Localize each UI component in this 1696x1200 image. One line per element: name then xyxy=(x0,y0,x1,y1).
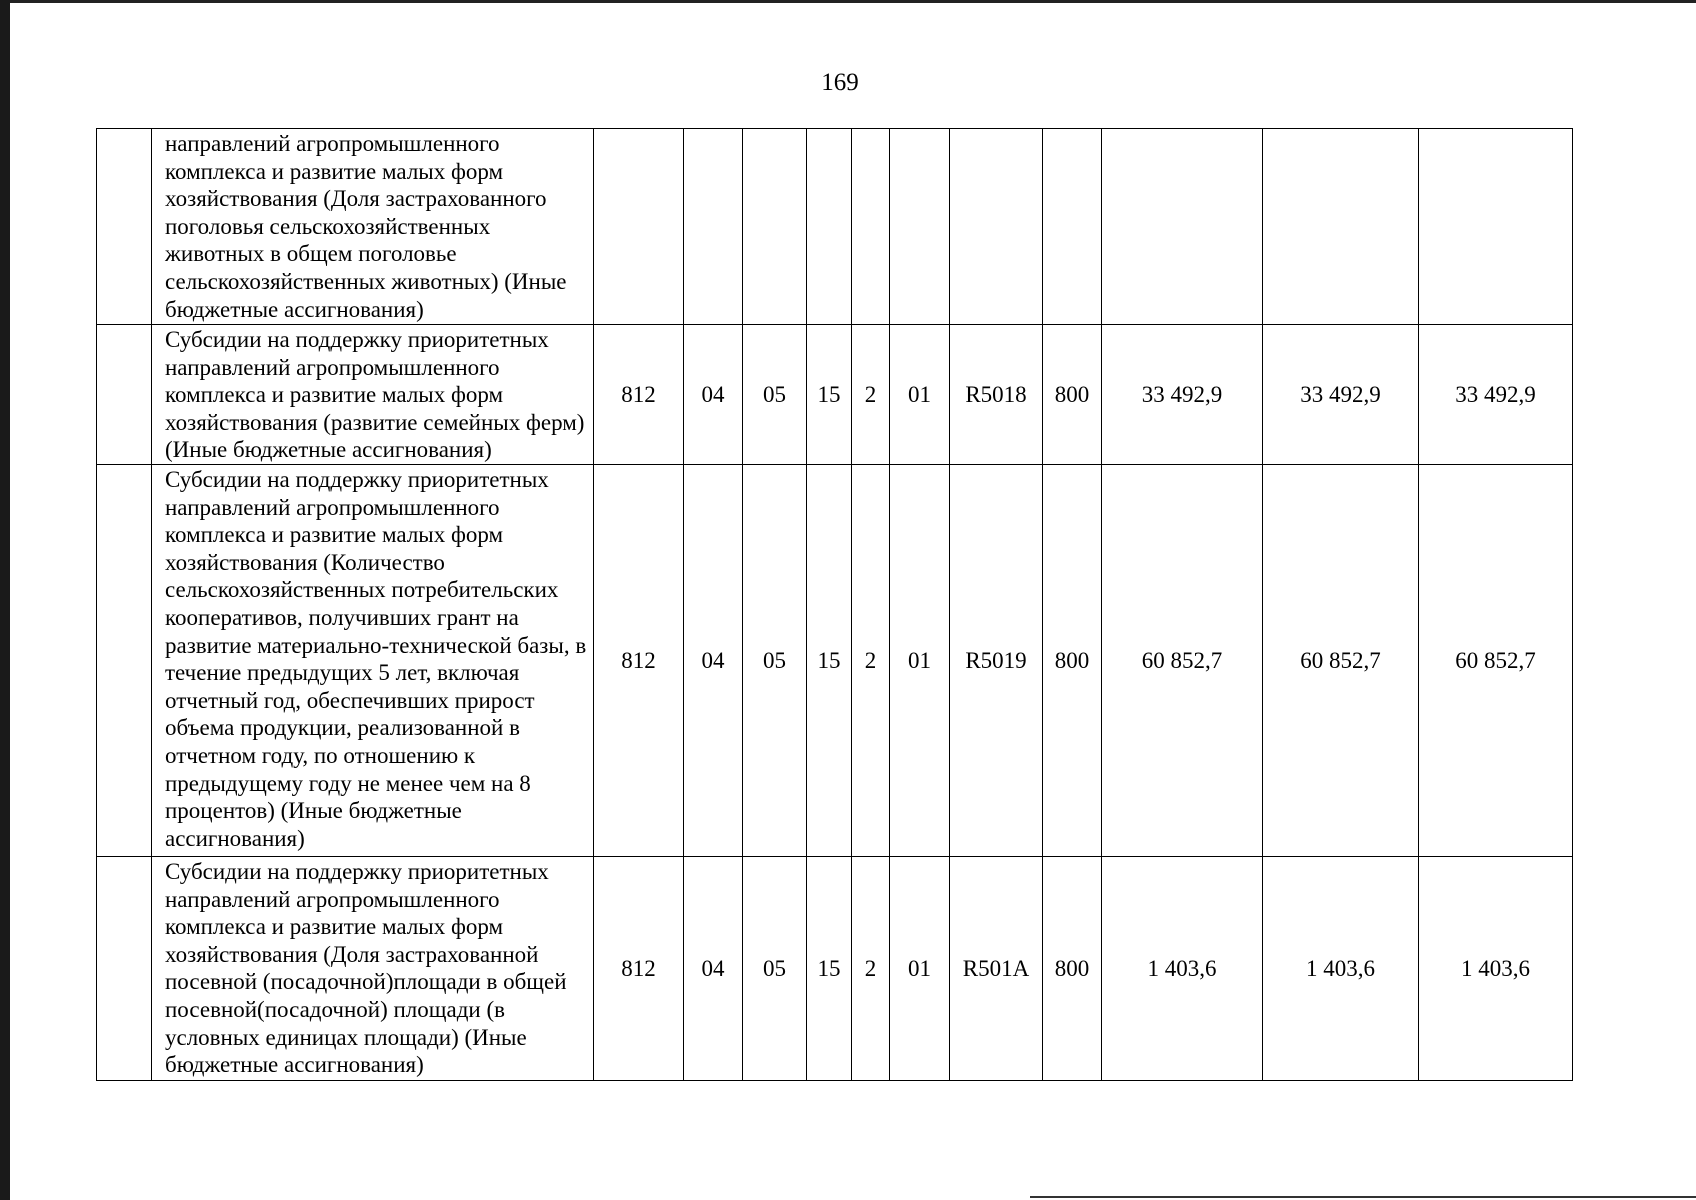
program-code-cell: 15 xyxy=(807,465,852,857)
main-activity-code-cell: 01 xyxy=(890,465,950,857)
budget-table xyxy=(96,128,1573,1081)
amount-year1-cell xyxy=(1102,129,1263,325)
row-number-cell xyxy=(97,129,152,325)
description-cell: Субсидии на поддержку приоритетных направлений агропромышленного комплекса и развитие малых форм хозяйствования (Доля застрахованной посевной (посадочной)площади в общей посевной(посадочной) площади (в условных единицах площади) (Иные бюджетные ассигнования) xyxy=(152,857,594,1081)
table-row xyxy=(97,129,1573,325)
main-activity-code-cell: 01 xyxy=(890,857,950,1081)
section-code-cell: 04 xyxy=(684,857,743,1081)
description-cell: Субсидии на поддержку приоритетных направлений агропромышленного комплекса и развитие малых форм хозяйствования (развитие семейных ферм) (Иные бюджетные ассигнования) xyxy=(152,325,594,465)
row-number-cell xyxy=(97,325,152,465)
amount-year2-cell xyxy=(1263,129,1419,325)
section-code-cell: 04 xyxy=(684,465,743,857)
program-code-cell: 15 xyxy=(807,325,852,465)
amount-year1-cell: 33 492,9 xyxy=(1102,325,1263,465)
scan-border-left xyxy=(0,0,10,1200)
direction-code-cell: R5019 xyxy=(950,465,1043,857)
scan-border-top xyxy=(0,0,1696,3)
amount-year3-cell xyxy=(1419,129,1573,325)
subsection-code-cell xyxy=(743,129,807,325)
expense-type-cell: 800 xyxy=(1043,325,1102,465)
amount-year3-cell: 1 403,6 xyxy=(1419,857,1573,1081)
page-number: 169 xyxy=(821,69,859,96)
ministry-code-cell: 812 xyxy=(594,857,684,1081)
expense-type-cell: 800 xyxy=(1043,465,1102,857)
amount-year3-cell: 33 492,9 xyxy=(1419,325,1573,465)
main-activity-code-cell: 01 xyxy=(890,325,950,465)
subprogram-code-cell: 2 xyxy=(852,465,890,857)
subsection-code-cell: 05 xyxy=(743,465,807,857)
program-code-cell: 15 xyxy=(807,857,852,1081)
table-row xyxy=(97,857,1573,1081)
row-number-cell xyxy=(97,465,152,857)
expense-type-cell xyxy=(1043,129,1102,325)
direction-code-cell xyxy=(950,129,1043,325)
subsection-code-cell: 05 xyxy=(743,325,807,465)
ministry-code-cell: 812 xyxy=(594,465,684,857)
subsection-code-cell: 05 xyxy=(743,857,807,1081)
ministry-code-cell xyxy=(594,129,684,325)
amount-year1-cell: 60 852,7 xyxy=(1102,465,1263,857)
table-row xyxy=(97,325,1573,465)
table-row xyxy=(97,465,1573,857)
subprogram-code-cell xyxy=(852,129,890,325)
amount-year2-cell: 33 492,9 xyxy=(1263,325,1419,465)
direction-code-cell: R5018 xyxy=(950,325,1043,465)
main-activity-code-cell xyxy=(890,129,950,325)
amount-year1-cell: 1 403,6 xyxy=(1102,857,1263,1081)
subprogram-code-cell: 2 xyxy=(852,857,890,1081)
amount-year2-cell: 1 403,6 xyxy=(1263,857,1419,1081)
section-code-cell: 04 xyxy=(684,325,743,465)
program-code-cell xyxy=(807,129,852,325)
description-cell: Субсидии на поддержку приоритетных направлений агропромышленного комплекса и развитие малых форм хозяйствования (Количество сельскохозяйственных потребительских кооперативов, получивших грант на развитие материально-технической базы, в течение предыдущих 5 лет, включая отчетный год, обеспечивших прирост объема продукции, реализованной в отчетном году, по отношению к предыдущему году не менее чем на 8 процентов) (Иные бюджетные ассигнования) xyxy=(152,465,594,857)
description-cell: направлений агропромышленного комплекса и развитие малых форм хозяйствования (Доля застрахованного поголовья сельскохозяйственных животных в общем поголовье сельскохозяйственных животных) (Иные бюджетные ассигнования) xyxy=(152,129,594,325)
scan-border-bottom xyxy=(1030,1196,1696,1198)
amount-year3-cell: 60 852,7 xyxy=(1419,465,1573,857)
direction-code-cell: R501A xyxy=(950,857,1043,1081)
expense-type-cell: 800 xyxy=(1043,857,1102,1081)
section-code-cell xyxy=(684,129,743,325)
row-number-cell xyxy=(97,857,152,1081)
ministry-code-cell: 812 xyxy=(594,325,684,465)
amount-year2-cell: 60 852,7 xyxy=(1263,465,1419,857)
subprogram-code-cell: 2 xyxy=(852,325,890,465)
